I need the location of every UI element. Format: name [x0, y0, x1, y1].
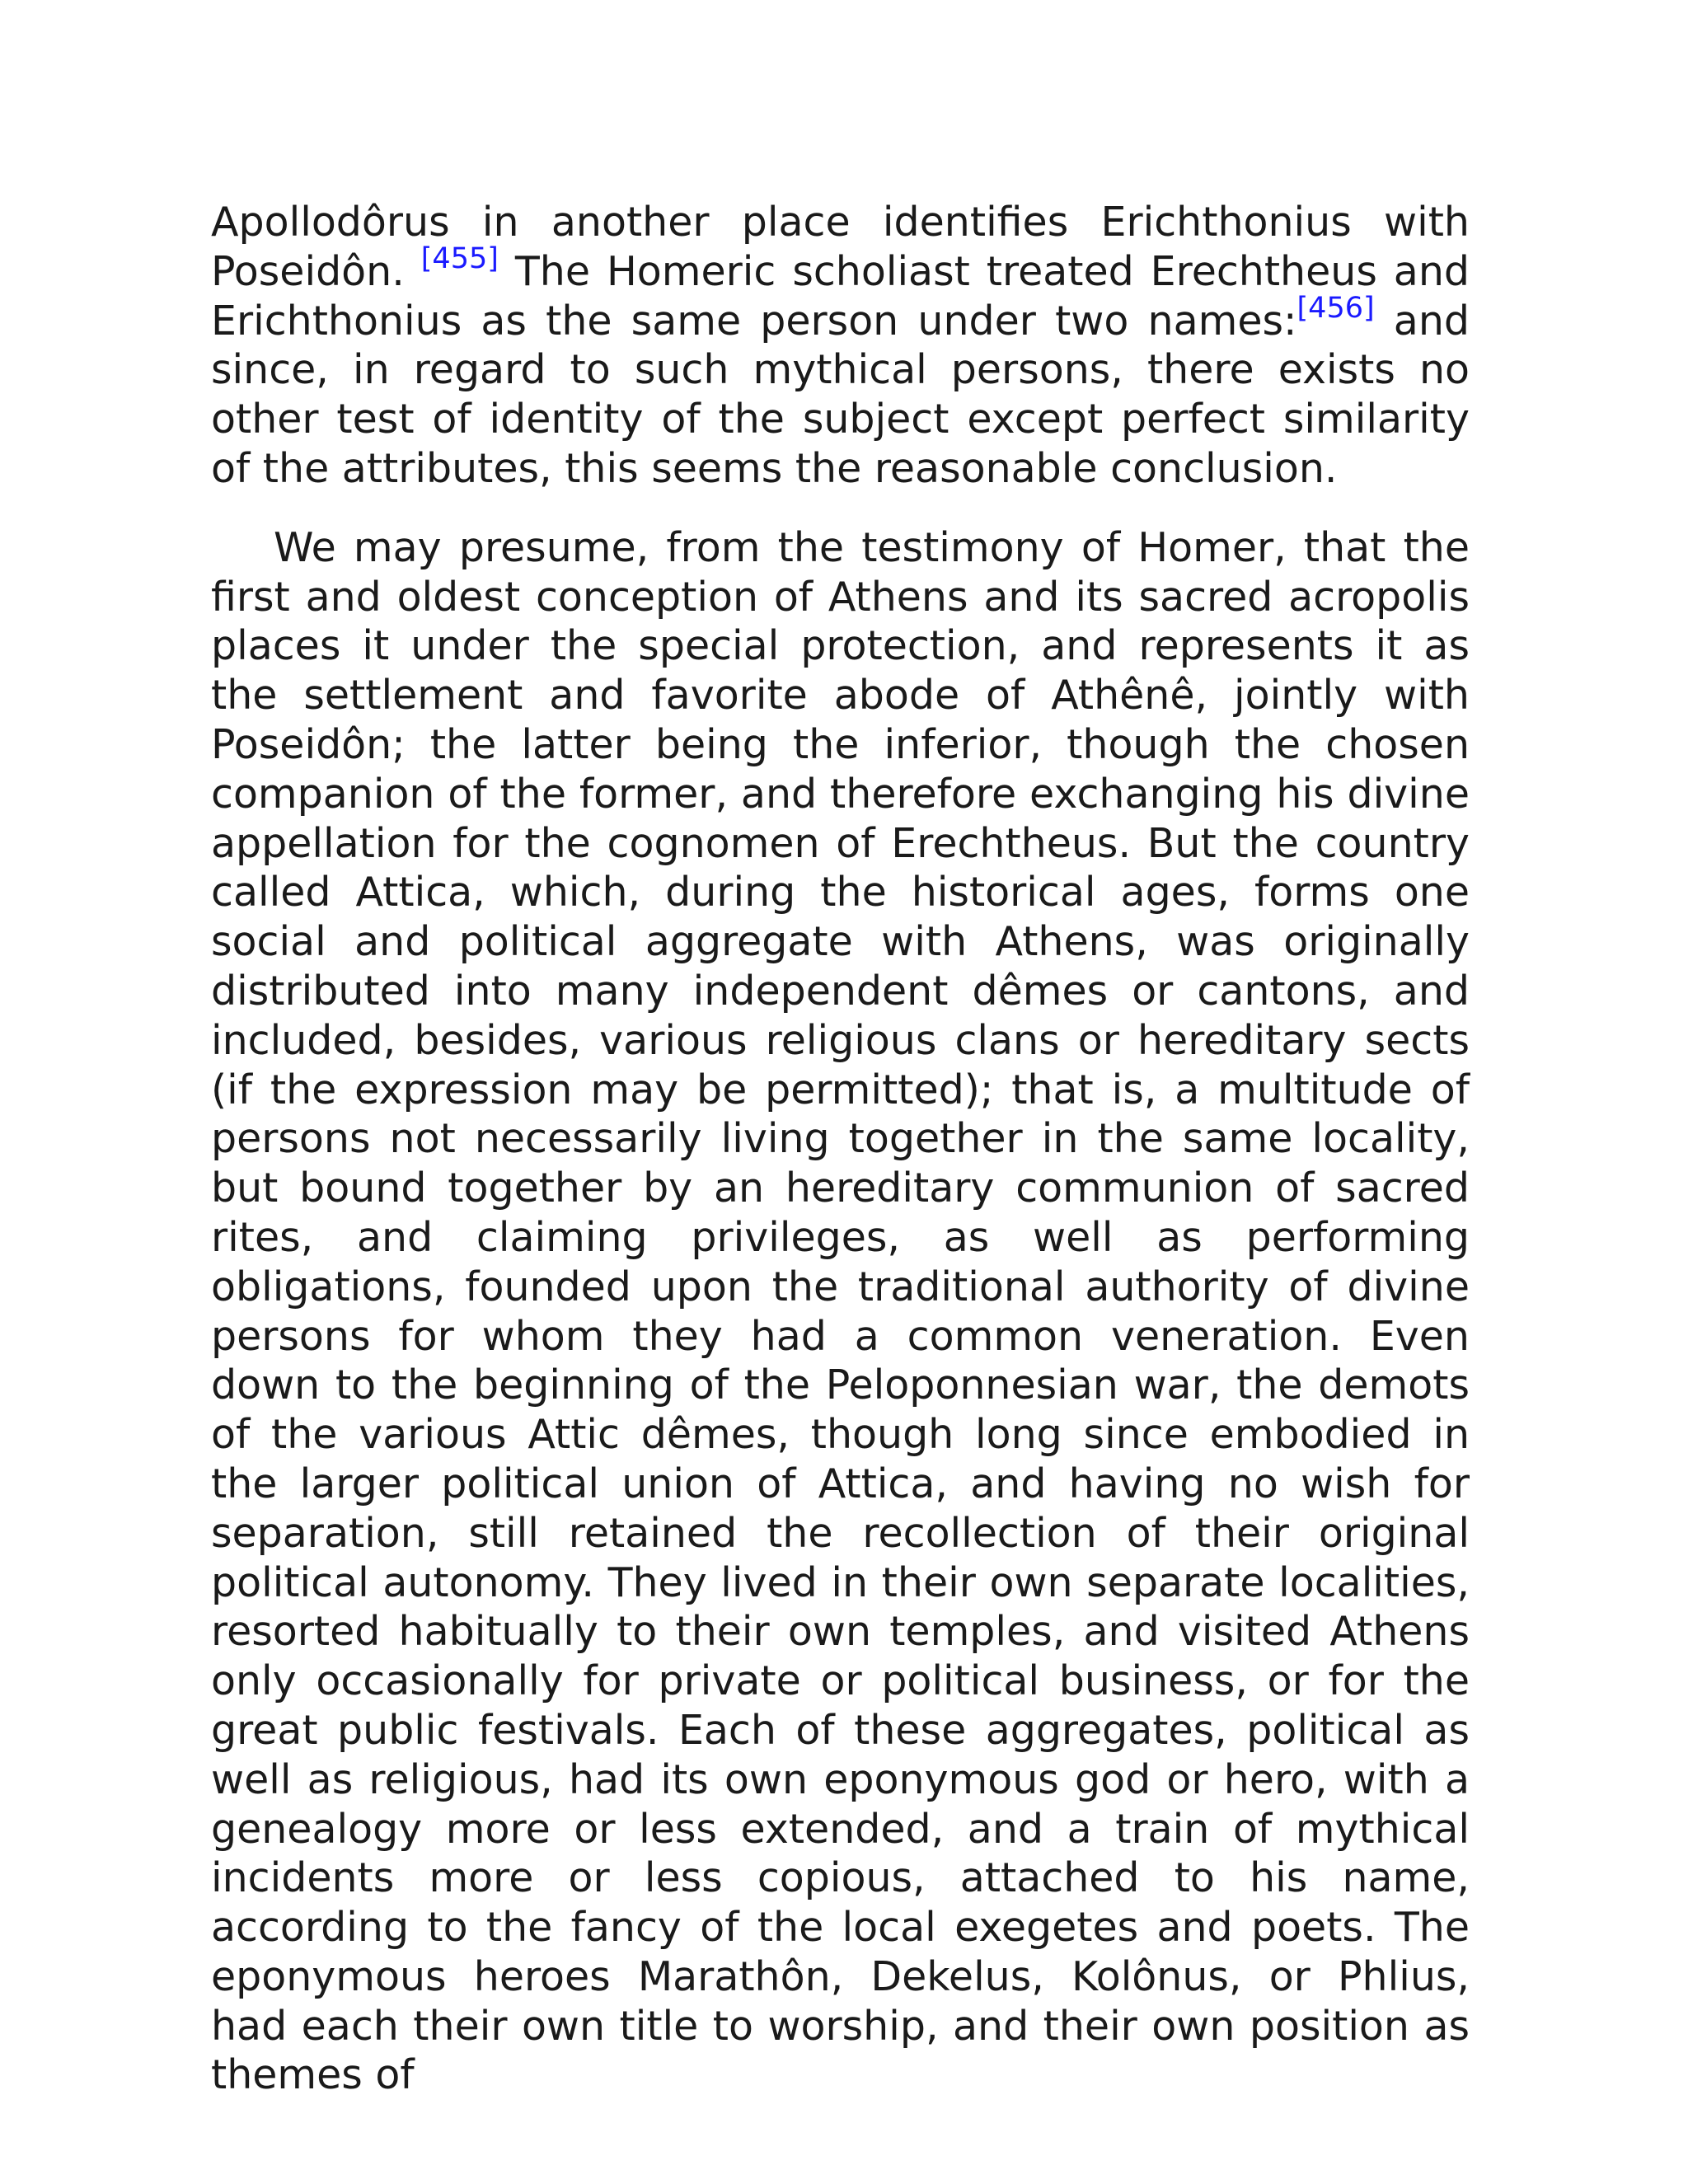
- paragraph-1: [211, 198, 1470, 494]
- document-body: [211, 198, 1470, 2100]
- footnote-link-456[interactable]: [456]: [1296, 291, 1375, 325]
- paragraph-1-text-a: Apollodôrus in another place identifies Erichthonius with Poseidôn.: [211, 199, 1470, 295]
- paragraph-2: We may presume, from the testimony of Homer, that the first and oldest conception of Athens and its sacred acropolis places it under the special protection, and represents it as the settlement and favorite abode of Athênê, jointly with Poseidôn; the latter being the inferior, though the chosen companion of the former, and therefore exchanging his divine appellation for the cognomen of Erechtheus. But the country called Attica, which, during the historical ages, forms one social and political aggregate with Athens, was originally distributed into many independent dêmes or cantons, and included, besides, various religious clans or hereditary sects (if the expression may be permitted); that is, a multitude of persons not necessarily living together in the same locality, but bound together by an hereditary communion of sacred rites, and claiming privileges, as well as performing obligations, founded upon the traditional authority of divine persons for whom they had a common veneration. Even down to the beginning of the Peloponnesian war, the demots of the various Attic dêmes, though long since embodied in the larger political union of Attica, and having no wish for separation, still retained the recollection of their original political autonomy. They lived in their own separate localities, resorted habitually to their own temples, and visited Athens only occasionally for private or political business, or for the great public festivals. Each of these aggregates, political as well as religious, had its own eponymous god or hero, with a genealogy more or less extended, and a train of mythical incidents more or less copious, attached to his name, according to the fancy of the local exegetes and poets. The eponymous heroes Marathôn, Dekelus, Kolônus, or Phlius, had each their own title to worship, and their own position as themes of: [211, 523, 1470, 2099]
- paragraph-1-text-c: and since, in regard to such mythical persons, there exists no other test of identity of the subject except perfect similarity of the attributes, this seems the reasonable conclusion.: [211, 297, 1470, 492]
- paragraph-1-text-b: The Homeric scholiast treated Erechtheus and Erichthonius as the same person under two names:: [211, 247, 1470, 344]
- footnote-link-455[interactable]: [455]: [420, 241, 499, 275]
